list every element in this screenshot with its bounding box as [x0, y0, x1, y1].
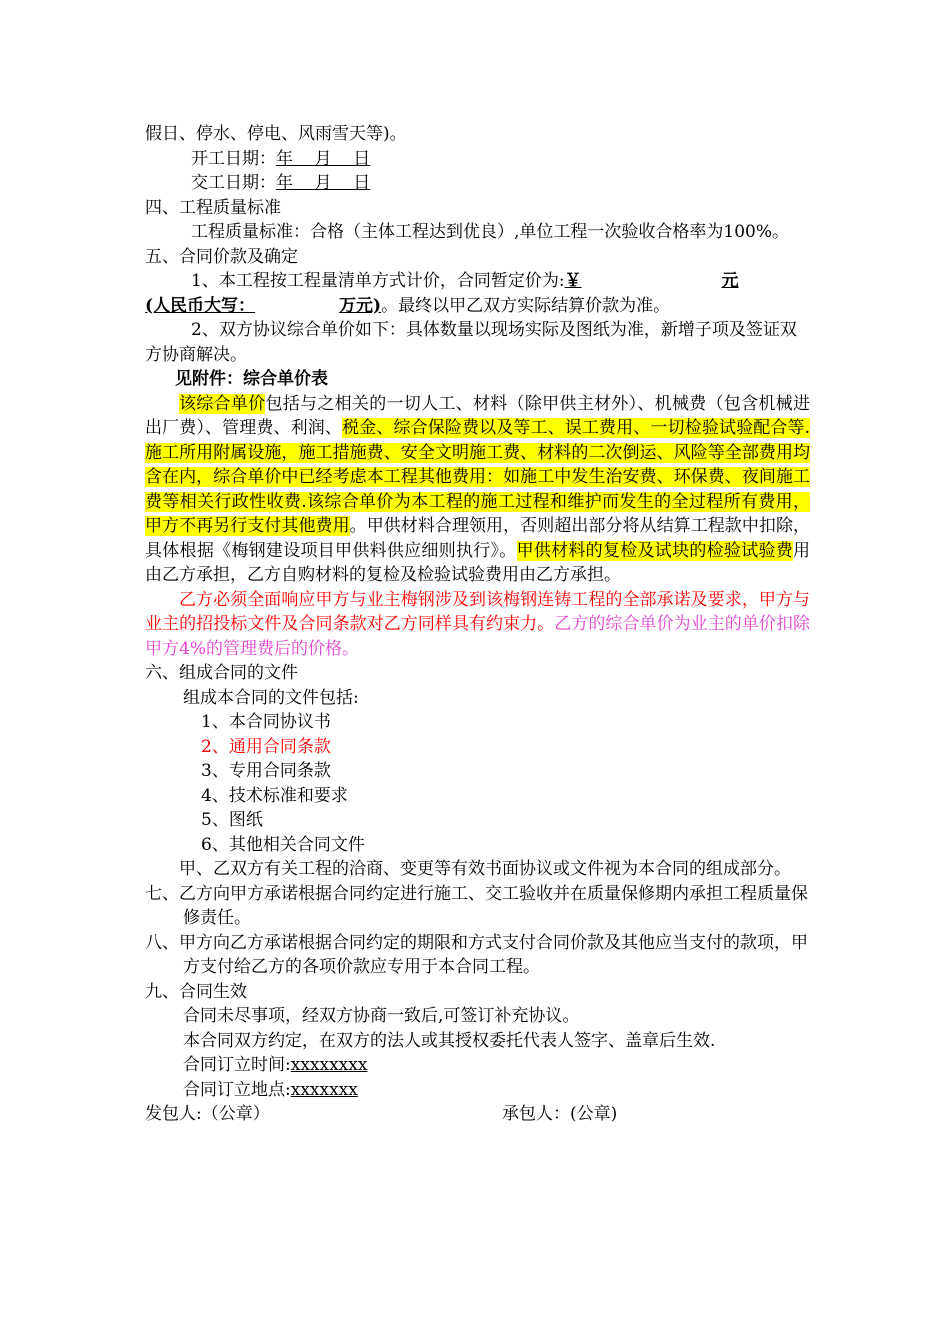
start-date-line	[145, 147, 810, 172]
section-6-intro: 组成本合同的文件包括:	[183, 687, 359, 708]
yen-sign: ￥	[564, 271, 582, 291]
start-date-value: 年 月 日	[276, 148, 371, 169]
doc-item-6: 6、其他相关合同文件	[201, 834, 365, 855]
section-9-supplement: 合同未尽事项，经双方协商一致后,可签订补充协议。	[183, 1006, 580, 1026]
section-4-title: 四、工程质量标准	[145, 197, 281, 218]
yuan-unit: 元	[721, 271, 739, 291]
section-6-title: 六、组成合同的文件	[145, 663, 298, 683]
signing-time-label: 合同订立时间:	[183, 1055, 291, 1075]
doc-item-4: 4、技术标准和要求	[201, 785, 348, 806]
wan-unit: 万元)	[339, 295, 382, 316]
finish-date-line	[145, 171, 810, 196]
highlight-2: 税金、综合保险费以及等工、误工费用、一切检验试验配合等.施工所用附属设施，施工措施费、安全文明施工费、材料的二次倒运、风险等全部费用均含在内，综合单价中已经考虑本工程其他费用：如施工中发生治安费、环保费、夜间施工费等相关行政性收费.该综合单价为本工程的施工过程和维护而发生的全过程所有费用，甲方不再另行支付其他费用	[145, 418, 811, 536]
price-intro: 1、本工程按工程量清单方式计价，合同暂定价为:	[191, 271, 565, 291]
obligation-magenta: 乙方的综合单价为业主的单价扣除甲方4%的管理费后的价格。	[145, 614, 811, 659]
doc-item-2: 2、通用合同条款	[201, 736, 331, 757]
signature-row	[145, 1102, 810, 1126]
unit-price-paragraph	[145, 392, 810, 588]
price-amount	[565, 271, 739, 291]
rmb-label: (人民币大写：	[145, 295, 256, 316]
doc-item-5: 5、图纸	[201, 810, 263, 830]
contract-body	[145, 122, 810, 1126]
section-7: 七、乙方向甲方承诺根据合同约定进行施工、交工验收并在质量保修期内承担工程质量保修责任。	[145, 883, 808, 928]
signing-time-value: xxxxxxxx	[290, 1055, 368, 1075]
line-holidays: 假日、停水、停电、风雨雪天等)。	[145, 124, 407, 144]
section-5-price	[145, 269, 810, 318]
start-date-label: 开工日期：	[191, 148, 276, 169]
signing-place-label: 合同订立地点:	[183, 1079, 291, 1100]
highlight-3: 甲供材料的复检及试块的检验试验费	[516, 540, 793, 561]
price-tail: 。最终以甲乙双方实际结算价款为准。	[381, 295, 671, 316]
section-5-title: 五、合同价款及确定	[145, 246, 298, 267]
section-8: 八、甲方向乙方承诺根据合同约定的期限和方式支付合同价款及其他应当支付的款项，甲方支付给乙方的各项价款应专用于本合同工程。	[145, 932, 808, 977]
highlight-1: 该综合单价	[179, 393, 266, 414]
signing-place-value: xxxxxxx	[290, 1079, 358, 1100]
attachment-note: 见附件：综合单价表	[175, 369, 328, 389]
finish-date-label: 交工日期：	[191, 173, 276, 193]
text-3: 用由乙方承担，乙方自购材料的复检及检验试验费用由乙方承担。	[145, 540, 810, 585]
price-rmb	[145, 296, 381, 316]
section-9-title: 九、合同生效	[145, 981, 247, 1002]
doc-item-3: 3、专用合同条款	[201, 761, 331, 781]
contractor-seal: 承包人：(公章)	[502, 1104, 618, 1124]
text-2: 。甲供材料合理领用，否则超出部分将从结算工程款中扣除，具体根据《梅钢建设项目甲供料供应细则执行》。	[145, 516, 811, 561]
signing-time-line	[145, 1053, 810, 1078]
signing-place-line	[145, 1078, 810, 1103]
obligation-red: 乙方必须全面响应甲方与业主梅钢涉及到该梅钢连铸工程的全部承诺及要求，甲方与业主的招投标文件及合同条款对乙方同样具有约束力。	[145, 589, 810, 634]
employer-seal: 发包人:（公章）	[145, 1104, 270, 1124]
doc-item-1: 1、本合同协议书	[201, 712, 331, 732]
finish-date-value: 年 月 日	[276, 173, 371, 193]
section-5-unit-price: 2、双方协议综合单价如下：具体数量以现场实际及图纸为准，新增子项及签证双方协商解决。	[145, 320, 797, 365]
section-6-tail: 甲、乙双方有关工程的洽商、变更等有效书面协议或文件视为本合同的组成部分。	[179, 859, 791, 879]
section-4-text: 工程质量标准：合格（主体工程达到优良）,单位工程一次验收合格率为100%。	[191, 222, 790, 242]
obligation-paragraph	[145, 588, 810, 662]
text-1: 包括与之相关的一切人工、材料（除甲供主材外）、机械费（包含机械进出厂费）、管理费、利润、	[145, 393, 811, 438]
section-9-effect: 本合同双方约定，在双方的法人或其授权委托代表人签字、盖章后生效.	[183, 1030, 716, 1051]
